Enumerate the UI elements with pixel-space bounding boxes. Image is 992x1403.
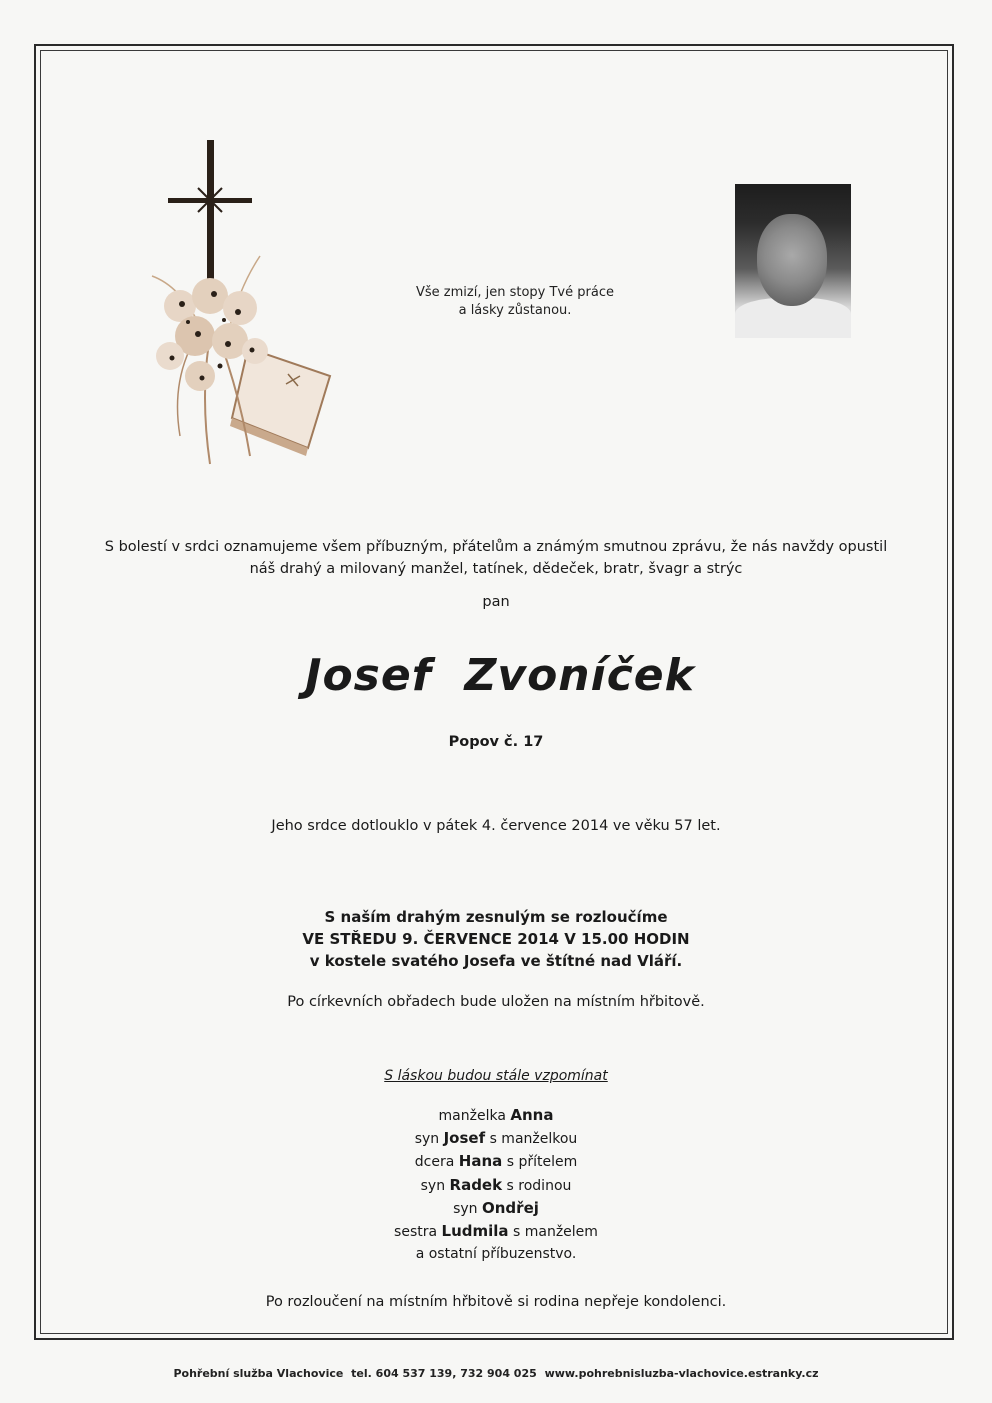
farewell-line-2: VE STŘEDU 9. ČERVENCE 2014 V 15.00 HODIN — [302, 930, 690, 948]
motto-line-2: a lásky zůstanou. — [458, 303, 572, 318]
announcement-line-2: náš drahý a milovaný manžel, tatínek, dědeček, bratr, švagr a strýc — [249, 561, 743, 577]
deceased-address: Popov č. 17 — [448, 734, 544, 750]
announcement — [100, 536, 892, 580]
motto-line-1: Vše zmizí, jen stopy Tvé práce — [416, 285, 614, 300]
mourner-row: dcera Hana s přítelem — [414, 1152, 578, 1171]
mourner-row: syn Radek s rodinou — [420, 1175, 572, 1194]
mourner-row: syn Josef s manželkou — [414, 1129, 578, 1148]
cross-icon — [168, 140, 252, 290]
salutation: pan — [482, 594, 510, 610]
book-icon — [230, 348, 330, 456]
burial-notice: Po církevních obřadech bude uložen na místním hřbitově. — [287, 994, 705, 1010]
motto — [390, 284, 640, 320]
footer — [96, 1367, 896, 1380]
announcement-line-1: S bolestí v srdci oznamujeme všem příbuzným, přátelům a známým smutnou zprávu, že nás navždy opustil — [104, 539, 888, 555]
footer-phone: tel. 604 537 139, 732 904 025 — [351, 1367, 537, 1380]
mourners-list — [296, 1104, 696, 1265]
deceased-portrait-photo — [735, 184, 851, 338]
mourner-row: manželka Anna — [438, 1106, 554, 1124]
deceased-name: Josef Zvoníček — [305, 650, 695, 701]
death-notice: Jeho srdce dotlouklo v pátek 4. července 2014 ve věku 57 let. — [271, 818, 721, 834]
farewell-line-3: v kostele svatého Josefa ve štítné nad Vláří. — [309, 952, 683, 970]
mourner-row-last: a ostatní příbuzenstvo. — [415, 1246, 577, 1263]
farewell-details — [196, 906, 796, 972]
farewell-line-1: S naším drahým zesnulým se rozloučíme — [324, 908, 668, 926]
closing-note: Po rozloučení na místním hřbitově si rodina nepřeje kondolenci. — [265, 1294, 727, 1310]
cross-flowers-book-illustration — [140, 136, 340, 471]
mourner-row: syn Ondřej — [453, 1198, 539, 1217]
mourner-row: sestra Ludmila s manželem — [394, 1222, 598, 1241]
mourners-heading: S láskou budou stále vzpomínat — [384, 1068, 608, 1084]
footer-company: Pohřební služba Vlachovice — [173, 1367, 344, 1380]
footer-website[interactable]: www.pohrebnisluzba-vlachovice.estranky.cz — [544, 1367, 819, 1380]
